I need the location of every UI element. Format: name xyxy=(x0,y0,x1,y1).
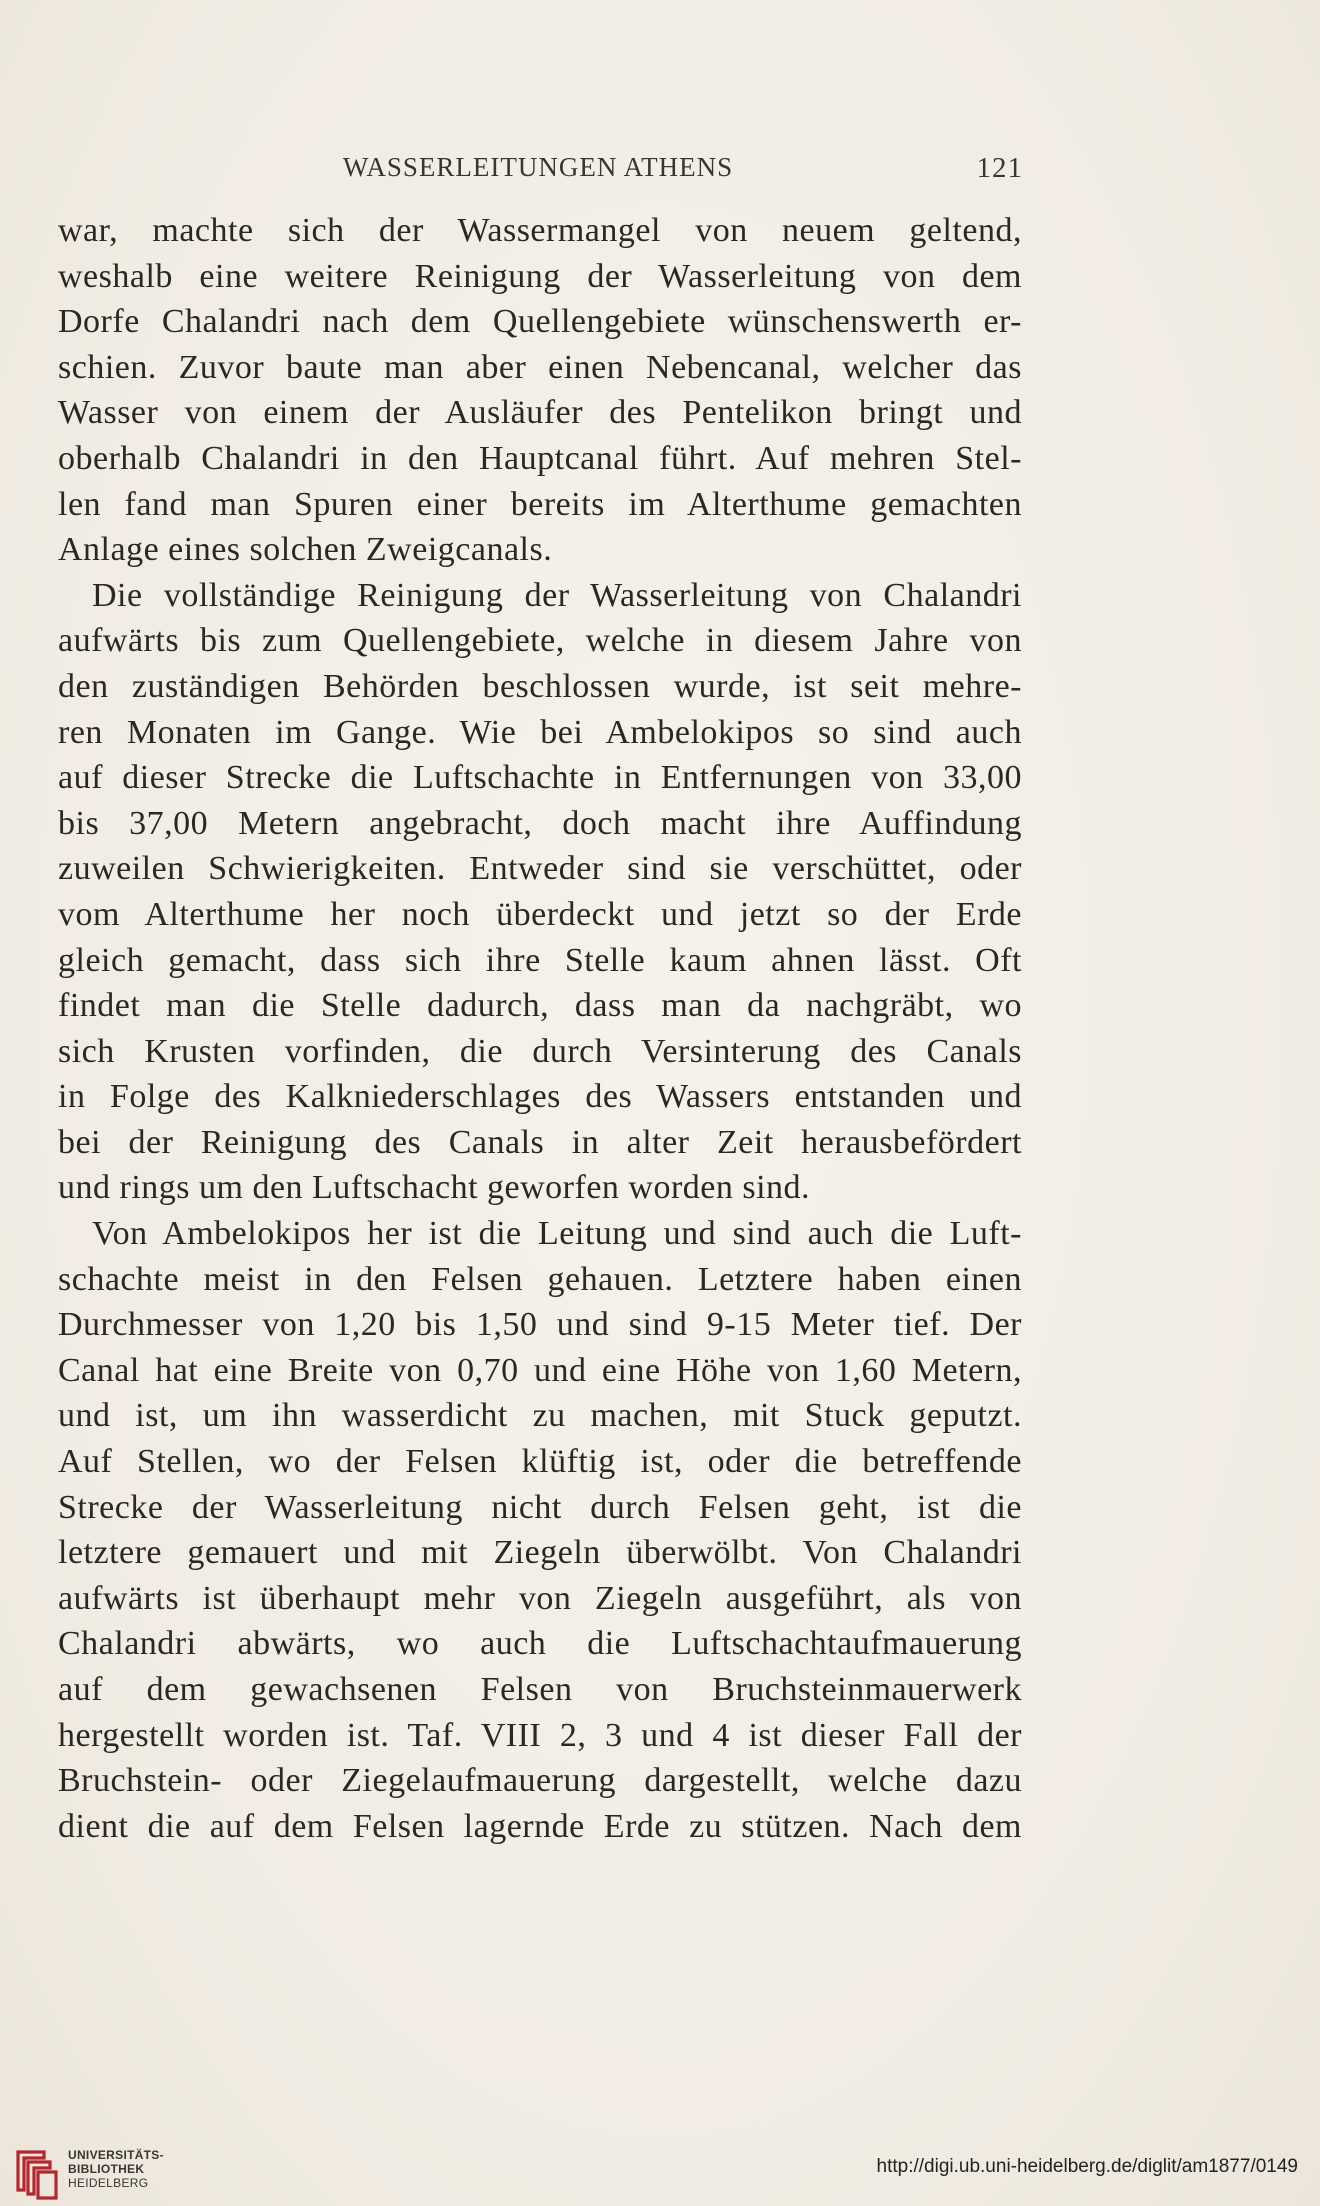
text-line: oberhalb Chalandri in den Hauptcanal führt. Auf mehren Stel- xyxy=(58,439,1022,477)
source-url-link[interactable]: http://digi.ub.uni-heidelberg.de/diglit/am1877/0149 xyxy=(876,2156,1298,2177)
library-logo[interactable] xyxy=(14,2144,164,2200)
text-line: Dorfe Chalandri nach dem Quellengebiete wünschenswerth er- xyxy=(58,303,1022,341)
text-line: und rings um den Luftschacht geworfen worden sind. xyxy=(58,1169,811,1207)
text-line: Chalandri abwärts, wo auch die Luftschachtaufmauerung xyxy=(58,1625,1022,1663)
text-line: aufwärts bis zum Quellengebiete, welche in diesem Jahre von xyxy=(58,622,1022,660)
running-head xyxy=(58,150,1023,186)
running-title: WASSERLEITUNGEN ATHENS xyxy=(342,152,734,182)
paragraph-start-line: Von Ambelokipos her ist die Leitung und sind auch die Luft- xyxy=(92,1215,1022,1253)
body-text xyxy=(58,208,1022,1849)
text-line: Strecke der Wasserleitung nicht durch Felsen geht, ist die xyxy=(58,1488,1022,1526)
text-line: auf dem gewachsenen Felsen von Bruchsteinmauerwerk xyxy=(58,1671,1022,1708)
text-line: schachte meist in den Felsen gehauen. Letztere haben einen xyxy=(58,1260,1022,1298)
text-line: Wasser von einem der Ausläufer des Pentelikon bringt und xyxy=(58,394,1022,432)
text-line: vom Alterthume her noch überdeckt und jetzt so der Erde xyxy=(58,895,1022,933)
text-line: Auf Stellen, wo der Felsen klüftig ist, oder die betreffende xyxy=(58,1443,1022,1481)
page-number: 121 xyxy=(976,152,1023,184)
library-name-line: HEIDELBERG xyxy=(68,2176,149,2190)
text-line: bis 37,00 Metern angebracht, doch macht ihre Auffindung xyxy=(58,804,1022,842)
text-line: auf dieser Strecke die Luftschachte in Entfernungen von 33,00 xyxy=(58,759,1022,797)
text-line: war, machte sich der Wassermangel von neuem geltend, xyxy=(58,212,1022,249)
text-line: den zuständigen Behörden beschlossen wurde, ist seit mehre- xyxy=(58,667,1022,705)
footer xyxy=(0,2148,1320,2206)
text-line: dient die auf dem Felsen lagernde Erde zu stützen. Nach dem xyxy=(58,1807,1022,1845)
text-line: hergestellt worden ist. Taf. VIII 2, 3 und 4 ist dieser Fall der xyxy=(58,1716,1022,1754)
text-line: weshalb eine weitere Reinigung der Wasserleitung von dem xyxy=(58,257,1022,295)
text-line: sich Krusten vorfinden, die durch Versinterung des Canals xyxy=(58,1032,1022,1070)
library-logo-icon xyxy=(14,2144,60,2200)
library-name xyxy=(68,2148,164,2190)
library-name-line: UNIVERSITÄTS- xyxy=(68,2148,164,2162)
text-line: findet man die Stelle dadurch, dass man da nachgräbt, wo xyxy=(58,987,1022,1025)
text-line: Durchmesser von 1,20 bis 1,50 und sind 9-15 Meter tief. Der xyxy=(58,1306,1022,1344)
text-line: bei der Reinigung des Canals in alter Zeit herausbefördert xyxy=(58,1123,1022,1161)
text-line: aufwärts ist überhaupt mehr von Ziegeln ausgeführt, als von xyxy=(58,1579,1022,1617)
text-line: ren Monaten im Gange. Wie bei Ambelokipos so sind auch xyxy=(58,713,1022,751)
text-line: letztere gemauert und mit Ziegeln überwölbt. Von Chalandri xyxy=(58,1534,1022,1572)
text-line: Anlage eines solchen Zweigcanals. xyxy=(58,531,553,569)
text-line: in Folge des Kalkniederschlages des Wassers entstanden und xyxy=(58,1078,1022,1116)
text-line: Bruchstein- oder Ziegelaufmauerung dargestellt, welche dazu xyxy=(58,1762,1022,1800)
text-line: zuweilen Schwierigkeiten. Entweder sind sie verschüttet, oder xyxy=(58,850,1022,888)
text-line: Canal hat eine Breite von 0,70 und eine Höhe von 1,60 Metern, xyxy=(58,1351,1022,1389)
text-line: schien. Zuvor baute man aber einen Nebencanal, welcher das xyxy=(58,348,1022,386)
text-line: len fand man Spuren einer bereits im Alterthume gemachten xyxy=(58,485,1022,523)
paragraph-start-line: Die vollständige Reinigung der Wasserleitung von Chalandri xyxy=(92,576,1022,614)
library-name-line: BIBLIOTHEK xyxy=(68,2162,145,2176)
text-line: gleich gemacht, dass sich ihre Stelle kaum ahnen lässt. Oft xyxy=(58,941,1022,979)
text-line: und ist, um ihn wasserdicht zu machen, mit Stuck geputzt. xyxy=(58,1397,1022,1435)
